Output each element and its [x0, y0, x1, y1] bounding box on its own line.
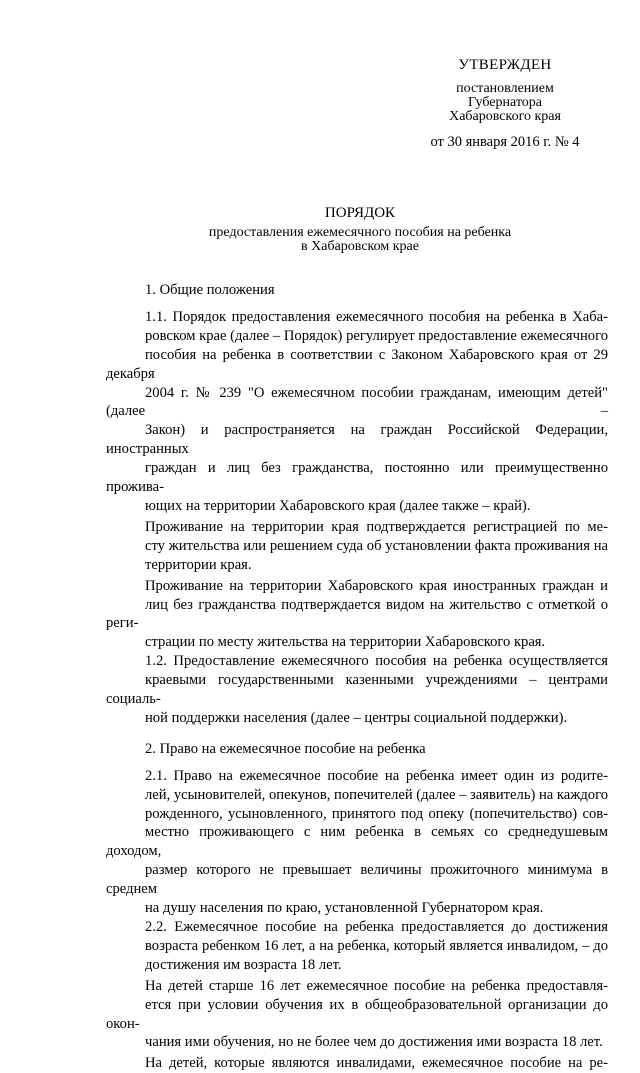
approval-line: Хабаровского края — [449, 109, 561, 124]
text-line: 2.1. Право на ежемесячное пособие на ребенка имеет один из родите- — [145, 767, 608, 784]
section-heading: 2. Право на ежемесячное пособие на ребенка — [145, 740, 426, 757]
paragraph — [106, 518, 608, 575]
text-line: 1.2. Предоставление ежемесячного пособия на ребенка осуществляется — [145, 653, 608, 670]
text-line: ется при условии обучения их в общеобразовательной организации до окон- — [106, 996, 608, 1032]
text-line: краевыми государственными казенными учреждениями – центрами социаль- — [106, 672, 608, 708]
text-line: возраста ребенком 16 лет, а на ребенка, который является инвалидом, – до — [145, 937, 608, 954]
approval-line: Губернатора — [467, 95, 543, 110]
text-line: сту жительства или решением суда об установлении факта проживания на — [145, 537, 608, 554]
document-subtitle-line: предоставления ежемесячного пособия на ребенка — [208, 225, 512, 240]
document-subtitle — [150, 226, 570, 254]
text-line: территории края. — [145, 556, 252, 573]
text-line: 2004 г. № 239 "О ежемесячном пособии гражданам, имеющим детей" (далее – — [106, 384, 608, 420]
text-line: ровском крае (далее – Порядок) регулирует предоставление ежемесячного — [145, 327, 608, 344]
text-line: на душу населения по краю, установленной Губернатором края. — [145, 900, 544, 917]
text-line: страции по месту жительства на территории Хабаровского края. — [145, 634, 546, 651]
paragraph — [106, 918, 608, 975]
text-line: ной поддержки населения (далее – центры социальной поддержки). — [145, 709, 568, 726]
text-line: граждан и лиц без гражданства, постоянно или преимущественно прожива- — [106, 460, 608, 496]
text-line: Проживание на территории края подтверждается регистрацией по ме- — [145, 518, 608, 535]
section-heading: 1. Общие положения — [145, 282, 275, 298]
text-line: Проживание на территории Хабаровского края иностранных граждан и — [145, 577, 608, 594]
text-line: чания ими обучения, но не более чем до достижения ими возраста 18 лет. — [145, 1034, 603, 1051]
text-line: лей, усыновителей, опекунов, попечителей (далее – заявитель) на каждого — [145, 786, 608, 803]
text-line: Закон) и распространяется на граждан Российской Федерации, иностранных — [106, 422, 608, 458]
text-line: местно проживающего с ним ребенка в семьях со среднедушевым доходом, — [106, 824, 608, 860]
text-line: пособия на ребенка в соответствии с Законом Хабаровского края от 29 декабря — [106, 346, 608, 382]
document-subtitle-line: в Хабаровском крае — [301, 239, 419, 254]
paragraph — [106, 767, 608, 918]
paragraph — [106, 977, 608, 1053]
text-line: На детей, которые являются инвалидами, ежемесячное пособие на ре- — [145, 1055, 608, 1072]
text-line: лиц без гражданства подтверждается видом на жительство с отметкой о реги- — [106, 596, 608, 632]
text-line: ющих на территории Хабаровского края (далее также – край). — [145, 497, 531, 514]
approval-stamp — [420, 56, 590, 150]
approval-date: от 30 января 2016 г. № 4 — [430, 134, 580, 150]
text-line: рожденного, усыновленного, принятого под опеку (попечительство) сов- — [145, 805, 608, 822]
text-line: На детей старше 16 лет ежемесячное пособие на ребенка предоставля- — [145, 977, 608, 994]
text-line: 2.2. Ежемесячное пособие на ребенка предоставляется до достижения — [145, 919, 608, 935]
text-line: достижения им возраста 18 лет. — [145, 956, 342, 973]
paragraph — [106, 577, 608, 653]
approval-title: УТВЕРЖДЕН — [458, 57, 552, 73]
approval-line: постановлением — [456, 81, 554, 96]
document-title: ПОРЯДОК — [324, 205, 396, 221]
paragraph — [106, 652, 608, 728]
paragraph — [106, 1054, 608, 1073]
text-line: 1.1. Порядок предоставления ежемесячного пособия на ребенка в Хаба- — [145, 308, 608, 325]
text-line: размер которого не превышает величины прожиточного минимума в среднем — [106, 862, 608, 898]
document-body — [106, 281, 608, 1073]
paragraph — [106, 308, 608, 516]
